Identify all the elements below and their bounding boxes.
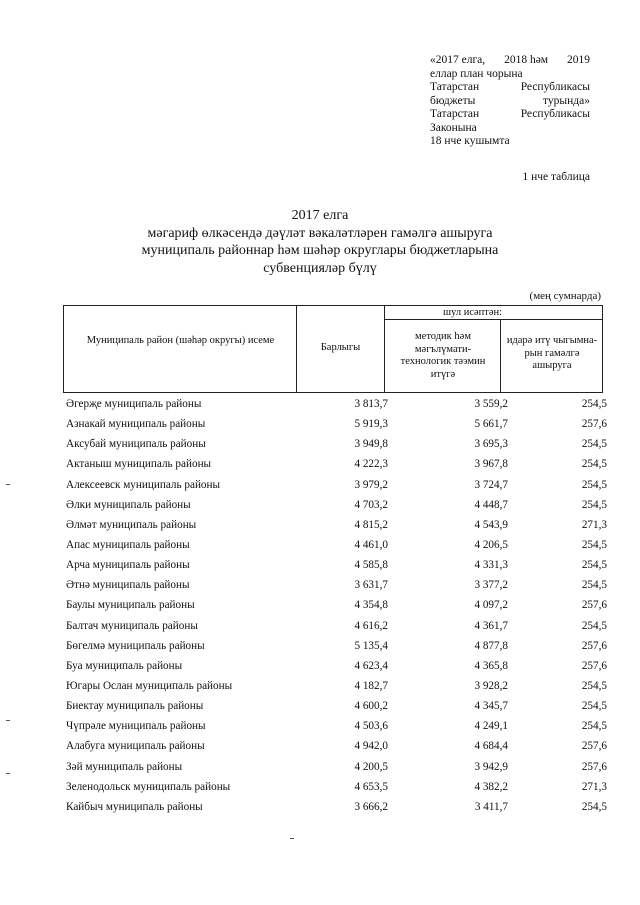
header-note-line (430, 135, 590, 149)
row-admin: 254,5 (581, 458, 607, 471)
header-note-line (430, 68, 590, 82)
table-row (66, 454, 607, 474)
title-line: муниципаль районнар һәм шәһәр округлары бюджетларына (141, 243, 499, 258)
row-name: Баулы муниципаль районы (66, 599, 195, 612)
row-total: 3 666,2 (354, 800, 388, 813)
row-total: 5 135,4 (354, 639, 388, 652)
row-total: 3 979,2 (354, 478, 388, 491)
row-name: Азнакай муниципаль районы (66, 418, 206, 431)
table-row (66, 394, 607, 414)
title-line: субвенцияләр бүлү (263, 260, 377, 276)
row-methodic: 4 361,7 (474, 619, 508, 632)
table-row (66, 636, 607, 656)
row-admin: 254,5 (581, 539, 607, 552)
header-note-line (430, 95, 590, 109)
row-total: 4 503,6 (354, 720, 388, 733)
header-note-text: Законына (430, 121, 477, 134)
row-name: Бөгелмә муниципаль районы (66, 639, 205, 652)
table-label: 1 нче таблица (522, 171, 590, 183)
header-note-line (430, 54, 590, 68)
header-border-left (63, 305, 64, 393)
header-note (430, 54, 590, 149)
scan-mark (290, 838, 294, 839)
row-total: 4 222,3 (354, 458, 388, 471)
header-note-text: еллар план чорына (430, 67, 523, 80)
row-methodic: 3 559,2 (474, 398, 508, 411)
row-total: 3 949,8 (354, 438, 388, 451)
row-name: Зәй муниципаль районы (66, 760, 183, 773)
title-line: мәгариф өлкәсендә дәүләт вәкаләтләрен гамәлгә ашыруга (147, 225, 493, 241)
row-total: 4 942,0 (354, 740, 388, 753)
row-methodic: 3 724,7 (474, 478, 508, 491)
row-methodic: 5 661,7 (474, 418, 508, 431)
row-name: Арча муниципаль районы (66, 559, 190, 572)
column-header-methodic: методик һәм мәгълүмати-технологик тәэмин итүгә (400, 331, 486, 380)
row-admin: 257,6 (581, 760, 607, 773)
row-name: Апас муниципаль районы (66, 539, 190, 552)
row-admin: 254,5 (581, 559, 607, 572)
row-methodic: 4 345,7 (474, 700, 508, 713)
row-total: 5 919,3 (354, 418, 388, 431)
table-row (66, 595, 607, 615)
row-total: 4 623,4 (354, 659, 388, 672)
row-admin: 271,3 (581, 518, 607, 531)
row-methodic: 3 411,7 (474, 800, 508, 813)
row-methodic: 4 543,9 (474, 518, 508, 531)
row-name: Актаныш муниципаль районы (66, 458, 212, 471)
table-row (66, 535, 607, 555)
title-line: 2017 елга (291, 208, 349, 223)
table-row (66, 575, 607, 595)
row-name: Биектау муниципаль районы (66, 700, 204, 713)
table-row (66, 414, 607, 434)
scan-mark (6, 720, 10, 721)
row-admin: 271,3 (581, 780, 607, 793)
scan-mark (6, 773, 10, 774)
row-name: Югары Ослан муниципаль районы (66, 680, 233, 693)
table-row (66, 676, 607, 696)
row-methodic: 4 877,8 (474, 639, 508, 652)
row-admin: 254,5 (581, 398, 607, 411)
row-name: Әгерҗе муниципаль районы (66, 398, 202, 411)
row-total: 4 585,8 (354, 559, 388, 572)
row-name: Буа муниципаль районы (66, 659, 183, 672)
header-note-text: 2019 (567, 54, 590, 66)
row-total: 4 703,2 (354, 498, 388, 511)
header-note-text: «2017 елга, (430, 54, 486, 66)
row-methodic: 4 097,2 (474, 599, 508, 612)
row-admin: 257,6 (581, 740, 607, 753)
header-border-top (63, 305, 603, 306)
table-row (66, 495, 607, 515)
row-methodic: 4 365,8 (474, 659, 508, 672)
row-name: Әлмәт муниципаль районы (66, 518, 197, 531)
row-total: 4 653,5 (354, 780, 388, 793)
row-total: 3 813,7 (354, 398, 388, 411)
row-methodic: 4 206,5 (474, 539, 508, 552)
header-note-line (430, 108, 590, 122)
header-note-line (430, 81, 590, 95)
table-row (66, 616, 607, 636)
column-header-admin: идарә итү чыгымна-рын гамәлгә ашыруга (506, 335, 598, 371)
row-name: Әлки муниципаль районы (66, 498, 191, 511)
row-methodic: 4 249,1 (474, 720, 508, 733)
row-name: Зеленодольск муниципаль районы (66, 780, 231, 793)
row-name: Аксубай муниципаль районы (66, 438, 206, 451)
row-admin: 254,5 (581, 720, 607, 733)
row-total: 4 616,2 (354, 619, 388, 632)
units-note: (мең сумнарда) (529, 290, 601, 302)
header-note-text: Республикасы (520, 81, 590, 93)
row-methodic: 4 331,3 (474, 559, 508, 572)
scan-mark (6, 484, 10, 485)
column-header-name: Муниципаль район (шәһәр округы) исеме (86, 335, 275, 346)
row-admin: 254,5 (581, 680, 607, 693)
row-name: Алексеевск муниципаль районы (66, 478, 221, 491)
row-admin: 257,6 (581, 418, 607, 431)
table-row (66, 797, 607, 817)
table-row (66, 777, 607, 797)
row-admin: 257,6 (581, 639, 607, 652)
header-border-bottom (63, 392, 603, 393)
row-methodic: 4 382,2 (474, 780, 508, 793)
table-row (66, 656, 607, 676)
row-total: 4 200,5 (354, 760, 388, 773)
table-row (66, 736, 607, 756)
row-admin: 254,5 (581, 478, 607, 491)
row-total: 4 182,7 (354, 680, 388, 693)
row-total: 4 815,2 (354, 518, 388, 531)
row-admin: 257,6 (581, 659, 607, 672)
table-row (66, 515, 607, 535)
table-row (66, 475, 607, 495)
row-name: Алабуга муниципаль районы (66, 740, 205, 753)
row-methodic: 3 695,3 (474, 438, 508, 451)
row-methodic: 3 377,2 (474, 579, 508, 592)
row-methodic: 3 928,2 (474, 680, 508, 693)
row-name: Кайбыч муниципаль районы (66, 800, 203, 813)
row-total: 3 631,7 (354, 579, 388, 592)
table-row (66, 716, 607, 736)
header-note-line (430, 122, 590, 136)
table-row (66, 555, 607, 575)
row-total: 4 354,8 (354, 599, 388, 612)
table-row (66, 434, 607, 454)
row-admin: 257,6 (581, 599, 607, 612)
header-note-text: Республикасы (520, 108, 590, 120)
row-methodic: 3 967,8 (474, 458, 508, 471)
row-admin: 254,5 (581, 438, 607, 451)
header-note-text: турында» (543, 94, 590, 107)
row-total: 4 600,2 (354, 700, 388, 713)
header-note-text: 18 нче кушымта (430, 135, 510, 147)
row-name: Балтач муниципаль районы (66, 619, 198, 632)
row-name: Әтнә муниципаль районы (66, 579, 190, 592)
row-methodic: 4 684,4 (474, 740, 508, 753)
row-total: 4 461,0 (354, 539, 388, 552)
column-header-including: шул исәптән: (443, 307, 503, 318)
header-note-text: бюджеты (430, 94, 476, 107)
header-note-text: Татарстан (430, 81, 480, 93)
table-header (63, 305, 603, 393)
table-body (66, 394, 607, 817)
row-admin: 254,5 (581, 619, 607, 632)
column-header-total: Барлыгы (320, 342, 361, 353)
table-row (66, 696, 607, 716)
row-admin: 254,5 (581, 579, 607, 592)
table-row (66, 757, 607, 777)
header-note-text: 2018 һәм (504, 54, 549, 66)
document-title (100, 207, 540, 277)
row-admin: 254,5 (581, 498, 607, 511)
header-note-text: Татарстан (430, 108, 480, 120)
header-divider (500, 319, 501, 393)
row-methodic: 4 448,7 (474, 498, 508, 511)
row-admin: 254,5 (581, 700, 607, 713)
row-name: Чүпрәле муниципаль районы (66, 720, 206, 733)
row-methodic: 3 942,9 (474, 760, 508, 773)
row-admin: 254,5 (581, 800, 607, 813)
